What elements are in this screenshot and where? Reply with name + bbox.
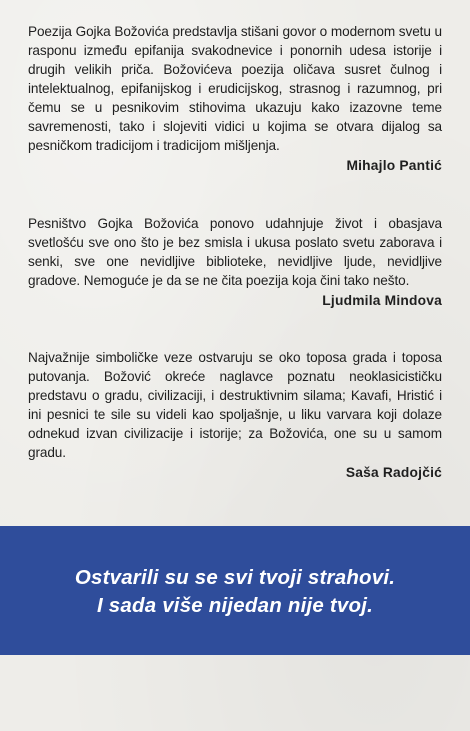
quote-author: Saša Radojčić	[345, 465, 442, 480]
quote-mindova	[28, 214, 442, 310]
quote-author: Ljudmila Mindova	[322, 293, 442, 308]
quote-text: Pesništvo Gojka Božovića ponovo udahnjuje život i obasjava svetlošću sve ono što je bez smisla i ukusa poslato svetu zaborava i senki, sve one nevidljive biblioteke, nevidljive ljude, nevidljive gradove. Nemoguće je da se ne čita poezija koja čini tako nešto.	[28, 216, 442, 288]
quote-radojcic	[28, 348, 442, 482]
tagline-line-2: I sada više nijedan nije tvoj.	[96, 594, 373, 617]
tagline-banner	[0, 526, 470, 655]
quote-pantic	[28, 22, 442, 175]
quote-text: Poezija Gojka Božovića predstavlja stišani govor o modernom svetu u rasponu između epifanija svakodnevice i ponornih udesa istorije i drugih velikih priča. Božovićeva poezija oličava susret čulnog i intelektualnog, epifanijskog i erudicijskog, strasnog i razumnog, pri čemu se u pesnikovim stihovima ukazuju kako izazovne teme savremenosti, tako i slojeviti vidici u kojima se otvara dijalog sa pesničkom tradicijom i tradicijom mišljenja.	[28, 24, 442, 153]
tagline-line-1: Ostvarili su se svi tvoji strahovi.	[74, 566, 396, 589]
quote-text: Najvažnije simboličke veze ostvaruju se oko toposa grada i toposa putovanja. Božović okreće naglavce poznatu neoklasicističku predstavu o gradu, civilizaciji, i destruktivnim silama; Kavafi, Hristić i ini pesnici te sile su videli kao spoljašnje, u liku varvara koji dolaze odnekud izvan civilizacije i istorije; za Božovića, one su u samom gradu.	[28, 350, 442, 460]
quotes-section	[28, 22, 442, 482]
quote-author: Mihajlo Pantić	[346, 158, 442, 173]
